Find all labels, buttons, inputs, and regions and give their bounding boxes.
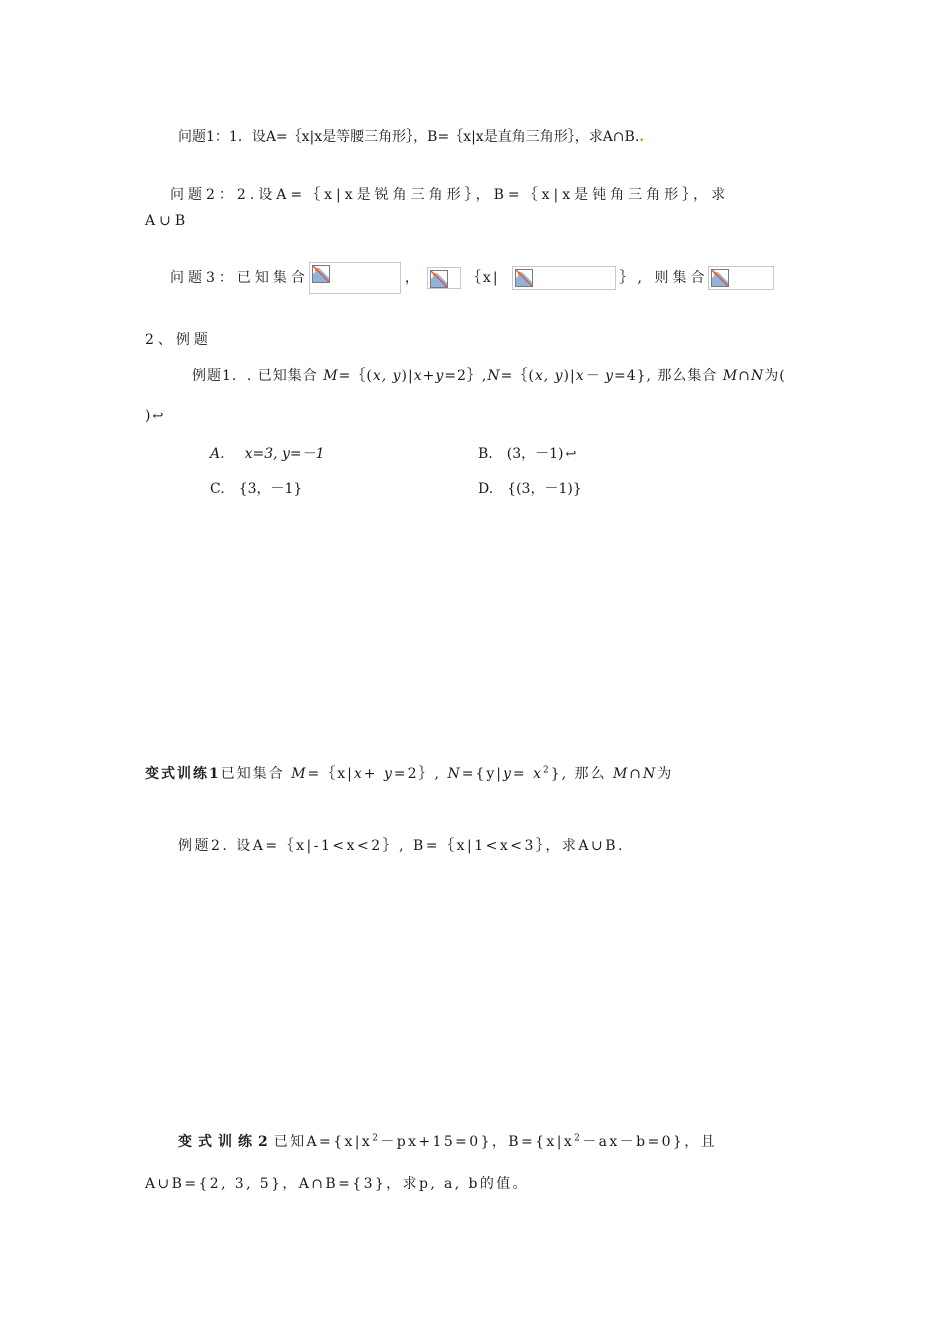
question-3-set: ｛x| — [466, 270, 500, 286]
example-1-text-g: =4}, 那么集合 — [613, 368, 723, 384]
question-3-tail: ｝, 则集合 — [619, 270, 709, 286]
broken-image-icon — [515, 269, 533, 287]
question-3-label: 问题3：已知集合 — [170, 270, 309, 286]
example-1-intersection: M∩N — [722, 368, 765, 384]
variant-2-exponent-1: 2 — [372, 1133, 381, 1144]
example-1-set-n: N — [487, 368, 501, 384]
variant-1-text-c: =2｝, — [393, 766, 448, 782]
variant-1-cond: x+ y — [353, 766, 394, 782]
question-2-line2: A∪B — [145, 213, 190, 229]
variant-1-set-n: N — [447, 766, 462, 782]
variant-1-exponent: 2 — [542, 765, 551, 776]
example-2: 例题2. 设A=｛x|-1<x<2｝, B=｛x|1<x<3｝，求A∪B. — [178, 838, 625, 854]
variant-1-set-m: M — [291, 766, 308, 782]
variant-1-text-e: = — [512, 766, 534, 782]
question-3-comma: ， — [404, 270, 423, 286]
question-2-line1: 问题2：2.设A=｛x|x是锐角三角形｝，B=｛x|x是钝角三角形｝，求 — [170, 187, 730, 203]
example-1-text-h: 为( — [764, 368, 786, 384]
example-1-text-e: =｛( — [500, 368, 535, 384]
option-b — [478, 444, 576, 465]
option-a — [210, 444, 325, 464]
variant-1 — [145, 764, 673, 784]
variant-1-y: y — [502, 766, 513, 782]
variant-1-title: 变式训练1 — [145, 766, 221, 782]
option-a-label: A. — [210, 446, 225, 462]
example-1-paren: ) — [145, 408, 151, 424]
question-1-text: 问题1：1．设A=｛x|x是等腰三角形｝，B=｛x|x是直角三角形｝，求A∩B. — [178, 129, 640, 145]
variant-2-text-c: －ax－b=0}，且 — [582, 1134, 718, 1150]
option-a-text: x=3, y=－1 — [244, 446, 325, 462]
example-1-text-b: =｛( — [338, 368, 373, 384]
section-title: 2、例题 — [145, 332, 212, 348]
variant-1-text-a: 已知集合 — [220, 766, 292, 782]
example-1-text-a: 例题1．. 已知集合 — [192, 368, 324, 384]
example-1-cond-2: x－ y — [575, 368, 614, 384]
example-1-text-f: )| — [563, 368, 576, 384]
broken-image-icon — [430, 270, 448, 288]
example-1-line2 — [145, 406, 163, 427]
variant-1-text-g: 为 — [657, 766, 674, 782]
broken-image-icon — [711, 269, 729, 287]
example-1-text-d: =2｝, — [444, 368, 488, 384]
example-1-stem — [192, 366, 786, 386]
example-1-cond-1: x+y — [413, 368, 445, 384]
broken-image-icon — [312, 265, 330, 283]
variant-1-text-b: =｛x| — [307, 766, 354, 782]
option-c: C. {3，－1} — [210, 481, 303, 497]
formula-image-4 — [708, 266, 774, 290]
example-1-text-c: )| — [401, 368, 414, 384]
formula-image-1 — [309, 262, 401, 294]
variant-2-exponent-2: 2 — [574, 1133, 583, 1144]
return-arrow-icon: ↩ — [152, 409, 164, 424]
variant-1-intersection: M∩N — [612, 766, 658, 782]
variant-1-x: x — [533, 766, 543, 782]
question-1-mark: . — [639, 129, 645, 145]
formula-image-3 — [512, 266, 616, 290]
variant-2-text-b: －px+15=0}，B={x|x — [380, 1134, 575, 1150]
variant-1-text-d: ={y| — [461, 766, 503, 782]
variant-2-title: 变式训练2 — [178, 1134, 274, 1150]
option-d: D. {(3，－1)} — [478, 481, 582, 497]
example-1-pair-1: x, y — [372, 368, 402, 384]
example-1-set-m: M — [323, 368, 339, 384]
return-arrow-icon: ↩ — [565, 447, 577, 462]
option-b-text: B. (3，－1) — [478, 446, 564, 462]
variant-2-line1 — [178, 1132, 717, 1152]
variant-2-line2: A∪B={2, 3, 5}，A∩B={3}，求p, a, b的值。 — [145, 1176, 530, 1192]
variant-2-text-a: 已知A={x|x — [273, 1134, 373, 1150]
example-1-pair-2: x, y — [534, 368, 564, 384]
variant-1-text-f: }, 那么 — [550, 766, 613, 782]
question-3 — [170, 262, 774, 296]
formula-image-2 — [427, 267, 461, 289]
question-1 — [178, 127, 644, 147]
